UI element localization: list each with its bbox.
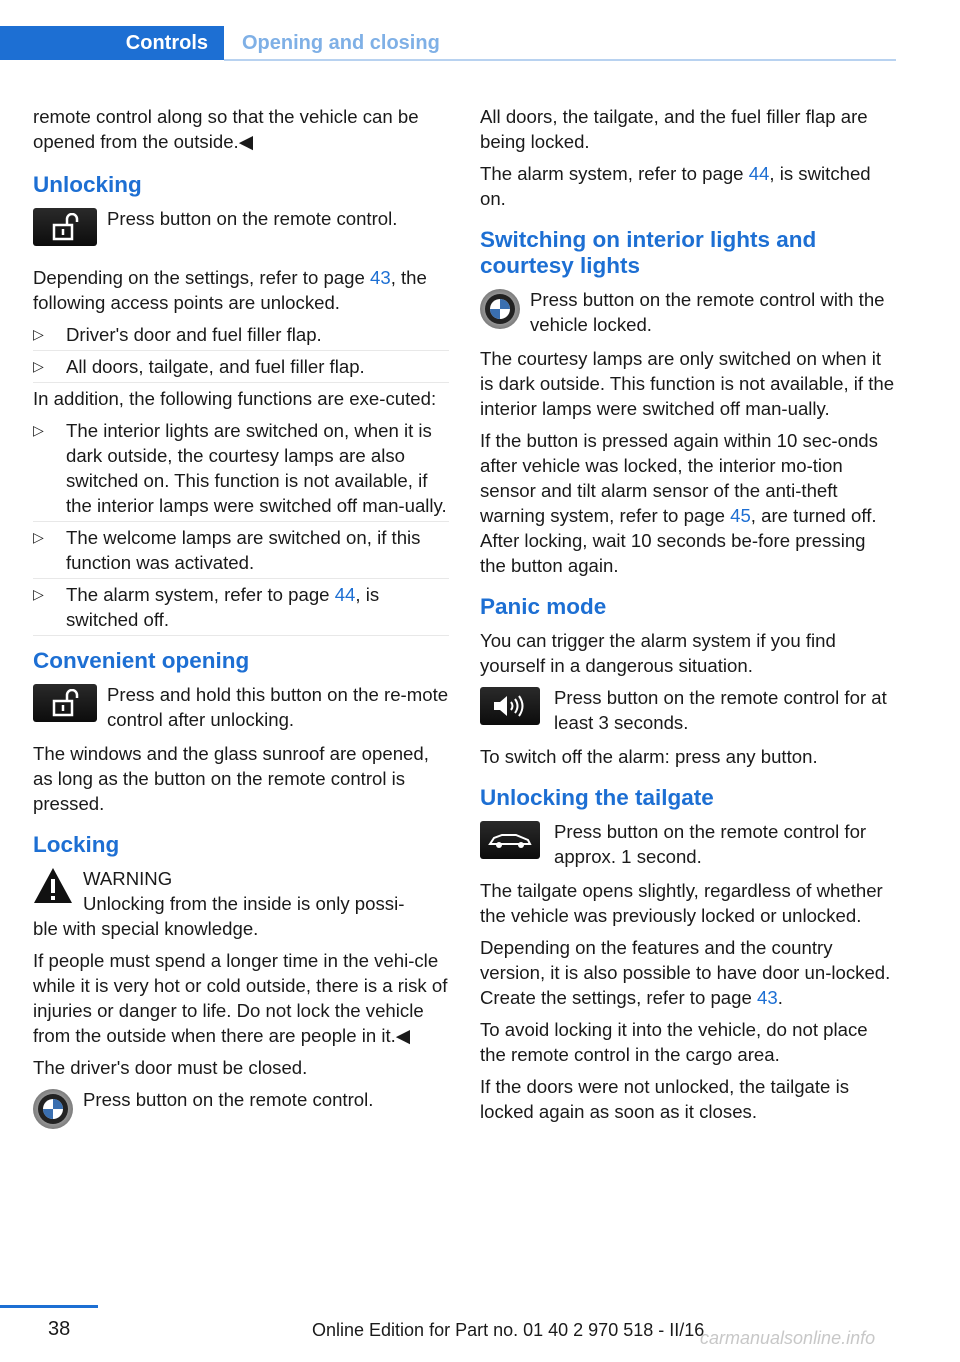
lights-p2 <box>480 428 896 578</box>
tailgate-p2-pre: Depending on the features and the country version, it is also possible to have door un-locked. Create the settings, refer to page <box>480 937 891 1008</box>
warning-triangle-icon <box>33 866 73 906</box>
page-number: 38 <box>48 1318 71 1340</box>
locked-text: All doors, the tailgate, and the fuel filler flap are being locked. <box>480 106 868 152</box>
locking-heading: Locking <box>33 832 120 857</box>
watermark: carmanualsonline.info <box>700 1328 876 1348</box>
warning-text-rest: ble with special knowledge. <box>33 918 259 939</box>
tailgate-p3: To avoid locking it into the vehicle, do not place the remote control in the cargo area. <box>480 1019 868 1065</box>
unlock-button-icon <box>33 208 97 246</box>
tailgate-p2-post: . <box>777 987 783 1008</box>
unlocking-heading: Unlocking <box>33 172 142 197</box>
page-link-44[interactable]: 44 <box>334 584 356 605</box>
convenient-instruction-text: Press and hold this button on the re-mote control after unlocking. <box>107 684 449 730</box>
risk-text: If people must spend a longer time in the vehi-cle while it is very hot or cold outside, there is a risk of injuries or danger to life. Do not lock the vehicle from the outside when there are people in it.◀ <box>33 950 448 1046</box>
bmw-logo-icon <box>480 289 520 329</box>
alarm-on-text <box>480 161 896 211</box>
tab-controls[interactable] <box>0 26 224 60</box>
lights-heading: Switching on interior lights and courtesy lights <box>480 227 817 278</box>
unlock-button-icon <box>33 684 97 722</box>
alarm-post: , is switched off. <box>66 584 380 630</box>
alarm-on-post: , is switched on. <box>480 163 871 209</box>
speaker-button-icon <box>480 687 540 725</box>
unlock-instruction-text: Press button on the remote control. <box>107 208 398 229</box>
lights-p2-pre: If the button is pressed again within 10 sec-onds after vehicle was locked, the interior mo-tion sensor and tilt alarm sensor of the anti-theft warning system, refer to page <box>480 430 878 526</box>
lock-instruction-text: Press button on the remote control. <box>83 1089 374 1110</box>
list-item: ▷ Driver's door and fuel filler flap. <box>33 322 449 347</box>
alarm-on-pre: The alarm system, refer to page <box>480 163 749 184</box>
functions-list <box>33 418 449 632</box>
settings-pre: Depending on the settings, refer to page <box>33 267 370 288</box>
list-item: ▷ All doors, tailgate, and fuel filler flap. <box>33 354 449 379</box>
page-link-43[interactable]: 43 <box>370 267 391 288</box>
subsection-label: Opening and closing <box>242 32 440 54</box>
tailgate-instruction-text: Press button on the remote control for approx. 1 second. <box>554 821 867 867</box>
lights-instruction-text: Press button on the remote control with the vehicle locked. <box>530 289 885 335</box>
lock-instruction <box>33 1087 449 1137</box>
tailgate-p1: The tailgate opens slightly, regardless of whether the vehicle was previously locked or unlocked. <box>480 880 883 926</box>
list-item: ▷ The welcome lamps are switched on, if this function was activated. <box>33 525 449 575</box>
panic-instruction-text: Press button on the remote control for at least 3 seconds. <box>554 687 887 733</box>
page-link-44[interactable]: 44 <box>748 163 770 184</box>
warning-text-first: Unlocking from the inside is only possi- <box>83 893 405 914</box>
tailgate-instruction <box>480 819 896 869</box>
addition-text: In addition, the following functions are exe-cuted: <box>33 388 437 409</box>
door-text: The driver's door must be closed. <box>33 1057 308 1078</box>
top-bar <box>0 26 896 62</box>
lights-p1: The courtesy lamps are only switched on when it is dark outside. This function is not available, if the interior lamps were switched off man-ually. <box>480 348 895 419</box>
access-points-list <box>33 322 449 379</box>
left-column <box>33 104 449 1146</box>
panic-p2: To switch off the alarm: press any button. <box>480 746 818 767</box>
settings-post: , the following access points are unlocked. <box>33 267 427 313</box>
list-item <box>33 582 449 632</box>
bmw-logo-icon <box>33 1089 73 1129</box>
alarm-pre: The alarm system, refer to page <box>66 584 335 605</box>
tailgate-p4: If the doors were not unlocked, the tailgate is locked again as soon as it closes. <box>480 1076 849 1122</box>
warning-block <box>33 866 449 916</box>
page-link-45[interactable]: 45 <box>730 505 751 526</box>
list-item: ▷ The interior lights are switched on, when it is dark outside, the courtesy lamps are also switched on. This function is not available, if the interior lamps were switched off man-ually. <box>33 418 449 518</box>
header-divider <box>224 59 896 61</box>
car-tailgate-button-icon <box>480 821 540 859</box>
unlock-instruction <box>33 206 449 256</box>
footer-divider <box>0 1305 98 1308</box>
intro-text: remote control along so that the vehicle can be opened from the outside.◀ <box>33 106 419 152</box>
warning-label: WARNING <box>83 868 173 889</box>
settings-text <box>33 265 449 315</box>
lights-p2-post: , are turned off. After locking, wait 10 seconds be-fore pressing the button again. <box>480 505 877 576</box>
panic-instruction <box>480 685 896 735</box>
tailgate-p2 <box>480 935 896 1010</box>
panic-p1: You can trigger the alarm system if you find yourself in a dangerous situation. <box>480 630 836 676</box>
convenient-body: The windows and the glass sunroof are opened, as long as the button on the remote control is pressed. <box>33 743 429 814</box>
convenient-heading: Convenient opening <box>33 648 250 673</box>
section-label: Controls <box>125 31 208 54</box>
lights-instruction <box>480 287 896 337</box>
right-column <box>480 104 896 1131</box>
convenient-instruction <box>33 682 449 732</box>
tailgate-heading: Unlocking the tailgate <box>480 785 714 810</box>
edition-text: Online Edition for Part no. 01 40 2 970 518 - II/16 <box>312 1320 705 1340</box>
panic-heading: Panic mode <box>480 594 607 619</box>
page-link-43[interactable]: 43 <box>757 987 778 1008</box>
tab-opening-closing[interactable] <box>242 26 440 60</box>
